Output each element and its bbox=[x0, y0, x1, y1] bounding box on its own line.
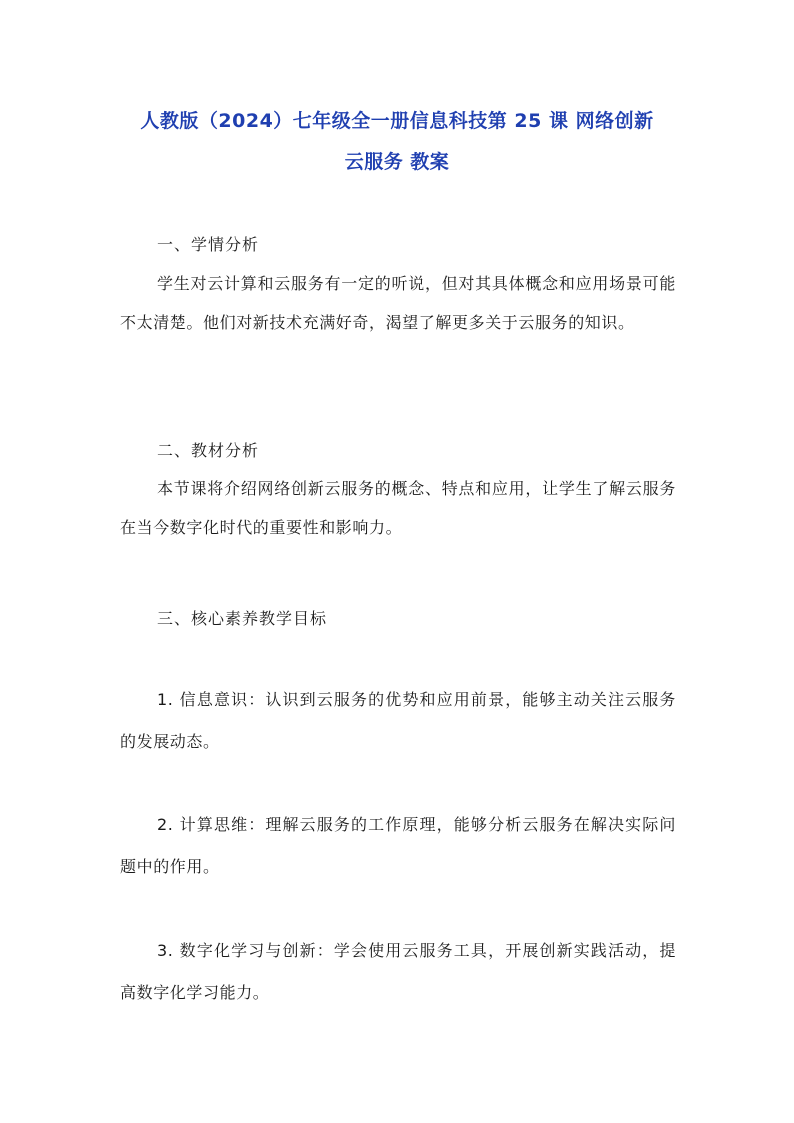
goal-item-computational-thinking: 2. 计算思维：理解云服务的工作原理，能够分析云服务在解决实际问题中的作用。 bbox=[120, 815, 676, 876]
section-heading-material-analysis: 二、教材分析 bbox=[157, 441, 260, 460]
document-title-line-1: 人教版（2024）七年级全一册信息科技第 25 课 网络创新 bbox=[140, 110, 654, 132]
section-body-material-analysis: 本节课将介绍网络创新云服务的概念、特点和应用，让学生了解云服务在当今数字化时代的重要性和影响力。 bbox=[120, 479, 676, 537]
section-body-learner-analysis: 学生对云计算和云服务有一定的听说，但对其具体概念和应用场景可能不太清楚。他们对新技术充满好奇，渴望了解更多关于云服务的知识。 bbox=[120, 274, 676, 332]
document-title-line-2: 云服务 教案 bbox=[344, 151, 450, 173]
section-heading-teaching-goals: 三、核心素养教学目标 bbox=[157, 609, 328, 628]
goal-item-information-awareness: 1. 信息意识：认识到云服务的优势和应用前景，能够主动关注云服务的发展动态。 bbox=[120, 690, 676, 751]
goal-item-digital-learning-innovation: 3. 数字化学习与创新：学会使用云服务工具，开展创新实践活动，提高数字化学习能力。 bbox=[120, 941, 676, 1002]
section-heading-learner-analysis: 一、学情分析 bbox=[157, 235, 260, 254]
